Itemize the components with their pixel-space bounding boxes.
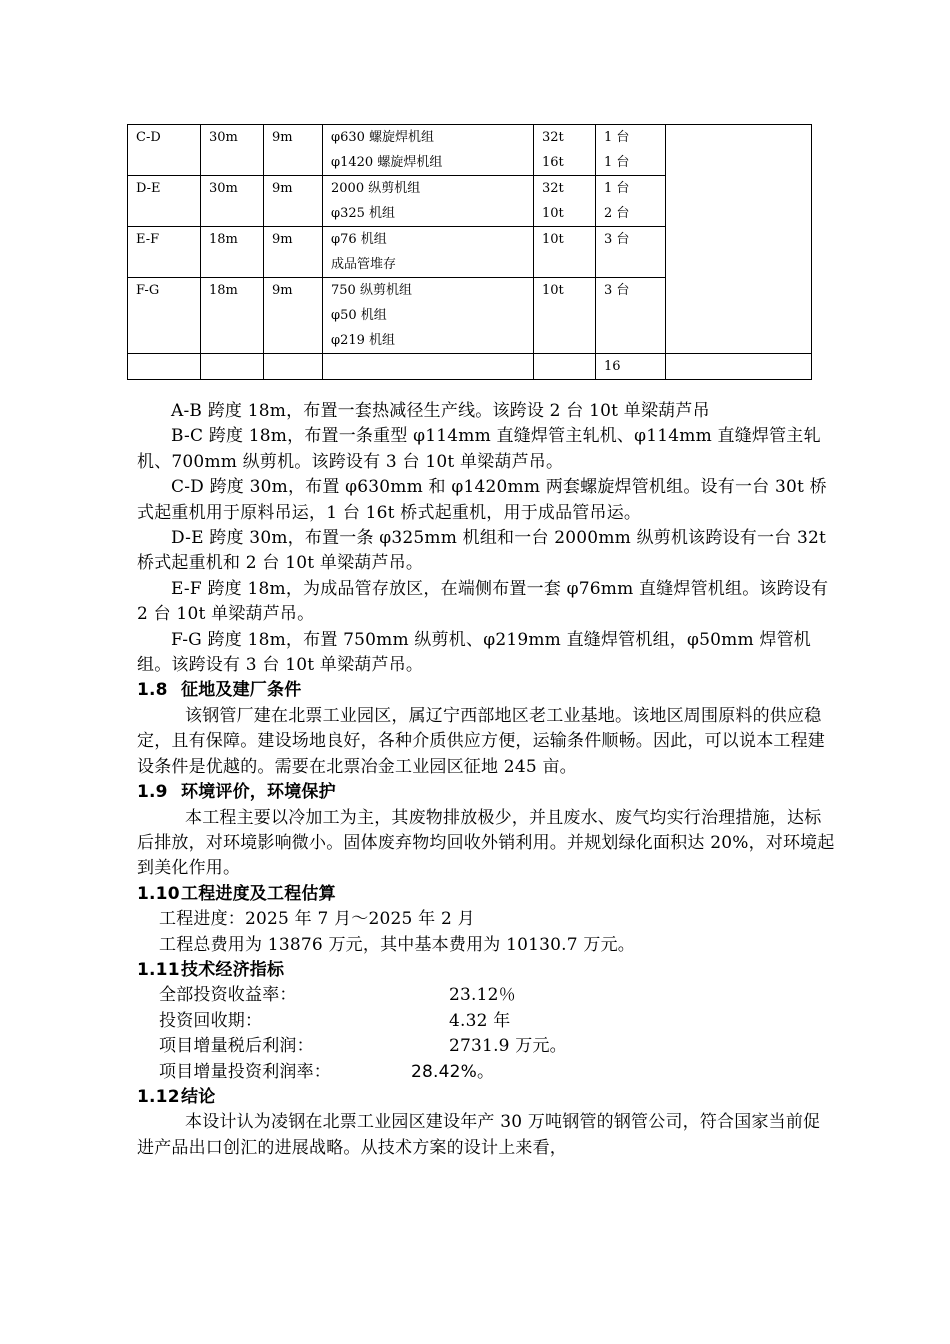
- width-cell: 30m: [201, 125, 264, 176]
- section-heading-1-8: [137, 678, 837, 703]
- indicator-value: 4.32 年: [449, 1010, 511, 1031]
- indicator-value: 23.12％: [449, 985, 516, 1006]
- section-number: 1.8: [137, 680, 168, 701]
- empty-cell: [666, 354, 812, 380]
- paragraph-conclusion: 本设计认为凌钢在北票工业园区建设年产 30 万吨钢管的钢管公司，符合国家当前促进产品出口创汇的进展战略。从技术方案的设计上来看，: [137, 1112, 821, 1158]
- section-title: 结论: [181, 1086, 216, 1107]
- table-row: [128, 125, 812, 176]
- indicator-row: [137, 983, 837, 1008]
- indicator-value: 28.42%。: [411, 1061, 495, 1082]
- equipment-line: φ50 机组: [331, 308, 387, 323]
- crane-cell: [534, 278, 596, 354]
- section-title: 技术经济指标: [181, 959, 285, 980]
- section-number: 1.11: [137, 959, 180, 980]
- equipment-cell: [323, 176, 534, 227]
- crane-line: 32t: [542, 130, 564, 145]
- equipment-cell: [323, 278, 534, 354]
- count-line: 1 台: [604, 181, 630, 196]
- crane-line: 16t: [542, 155, 564, 170]
- paragraph-fg: F-G 跨度 18m，布置 750mm 纵剪机、φ219mm 直缝焊管机组，φ50mm 焊管机组。该跨设有 3 台 10t 单梁葫芦吊。: [137, 629, 811, 676]
- indicator-row: [137, 1060, 837, 1085]
- total-count-cell: 16: [596, 354, 666, 380]
- count-cell: [596, 278, 666, 354]
- indicator-label: 投资回收期：: [159, 1010, 263, 1031]
- empty-cell: [264, 354, 323, 380]
- count-cell: [596, 227, 666, 278]
- indicator-value: 2731.9 万元。: [449, 1036, 567, 1057]
- empty-cell: [128, 354, 201, 380]
- crane-cell: [534, 125, 596, 176]
- equipment-cell: [323, 227, 534, 278]
- span-cell: D-E: [128, 176, 201, 227]
- section-title: 环境评价，环境保护: [181, 782, 336, 803]
- width-cell: 18m: [201, 227, 264, 278]
- section-number: 1.12: [137, 1086, 180, 1107]
- paragraph-cd: C-D 跨度 30m，布置 φ630mm 和 φ1420mm 两套螺旋焊管机组。设有一台 30t 桥式起重机用于原料吊运，1 台 16t 桥式起重机，用于成品管吊运。: [137, 477, 827, 523]
- empty-cell: [201, 354, 264, 380]
- width-cell: 30m: [201, 176, 264, 227]
- span-cell: F-G: [128, 278, 201, 354]
- crane-cell: [534, 176, 596, 227]
- indicator-row: [137, 1034, 837, 1059]
- equipment-line: φ325 机组: [331, 206, 396, 221]
- crane-line: 10t: [542, 206, 564, 221]
- section-heading-1-10: [137, 882, 837, 907]
- section-number: 1.9: [137, 782, 168, 803]
- section-title: 征地及建厂条件: [181, 680, 302, 701]
- paragraph-bc: B-C 跨度 18m，布置一条重型 φ114mm 直缝焊管主轧机、φ114mm 直缝焊管主轧机、700mm 纵剪机。该跨设有 3 台 10t 单梁葫芦吊。: [137, 426, 821, 472]
- count-line: 1 台: [604, 155, 630, 170]
- paragraph-de: D-E 跨度 30m，布置一条 φ325mm 机组和一台 2000mm 纵剪机该跨设有一台 32t 桥式起重机和 2 台 10t 单梁葫芦吊。: [137, 528, 827, 574]
- count-cell: [596, 176, 666, 227]
- count-line: 3 台: [604, 283, 630, 298]
- indicator-label: 全部投资收益率：: [159, 985, 297, 1006]
- indicator-label: 项目增量投资利润率：: [159, 1061, 331, 1082]
- document-body: [137, 399, 837, 1161]
- count-cell: [596, 125, 666, 176]
- crane-cell: [534, 227, 596, 278]
- crane-line: 10t: [542, 283, 564, 298]
- crane-line: 32t: [542, 181, 564, 196]
- empty-cell: [534, 354, 596, 380]
- count-line: 1 台: [604, 130, 630, 145]
- equipment-line: φ1420 螺旋焊机组: [331, 155, 443, 170]
- height-cell: 9m: [264, 125, 323, 176]
- section-heading-1-11: [137, 958, 837, 983]
- equipment-line: 成品管堆存: [331, 257, 397, 272]
- equipment-line: φ76 机组: [331, 232, 387, 247]
- equipment-line: φ630 螺旋焊机组: [331, 130, 435, 145]
- span-cell: C-D: [128, 125, 201, 176]
- height-cell: 9m: [264, 227, 323, 278]
- remarks-cell: [666, 125, 812, 354]
- paragraph-ab: A-B 跨度 18m，布置一套热减径生产线。该跨设 2 台 10t 单梁葫芦吊: [171, 401, 710, 421]
- equipment-cell: [323, 125, 534, 176]
- equipment-line: φ219 机组: [331, 333, 396, 348]
- equipment-line: 750 纵剪机组: [331, 283, 412, 298]
- paragraph-ef: E-F 跨度 18m，为成品管存放区，在端侧布置一套 φ76mm 直缝焊管机组。该跨设有 2 台 10t 单梁葫芦吊。: [137, 578, 829, 625]
- span-table: [127, 124, 812, 380]
- indicator-row: [137, 1009, 837, 1034]
- equipment-line: 2000 纵剪机组: [331, 181, 421, 196]
- cost-line: 工程总费用为 13876 万元，其中基本费用为 10130.7 万元。: [159, 934, 635, 955]
- paragraph-environment: 本工程主要以冷加工为主，其废物排放极少，并且废水、废气均实行治理措施，达标后排放，对环境影响微小。固体废弃物均回收外销利用。并规划绿化面积达 20%，对环境起到美化作用。: [137, 807, 835, 879]
- table-total-row: [128, 354, 812, 380]
- count-line: 2 台: [604, 206, 630, 221]
- section-title: 工程进度及工程估算: [181, 883, 336, 904]
- indicator-label: 项目增量税后利润：: [159, 1036, 314, 1057]
- span-cell: E-F: [128, 227, 201, 278]
- empty-cell: [323, 354, 534, 380]
- height-cell: 9m: [264, 278, 323, 354]
- count-line: 3 台: [604, 232, 630, 247]
- height-cell: 9m: [264, 176, 323, 227]
- width-cell: 18m: [201, 278, 264, 354]
- section-heading-1-9: [137, 780, 837, 805]
- schedule-line: 工程进度：2025 年 7 月～2025 年 2 月: [159, 909, 475, 930]
- section-heading-1-12: [137, 1085, 837, 1110]
- paragraph-site-conditions: 该钢管厂建在北票工业园区，属辽宁西部地区老工业基地。该地区周围原料的供应稳定，且有保障。建设场地良好，各种介质供应方便，运输条件顺畅。因此，可以说本工程建设条件是优越的。需要在北票冶金工业园区征地 245 亩。: [137, 705, 825, 777]
- section-number: 1.10: [137, 883, 180, 904]
- crane-line: 10t: [542, 232, 564, 247]
